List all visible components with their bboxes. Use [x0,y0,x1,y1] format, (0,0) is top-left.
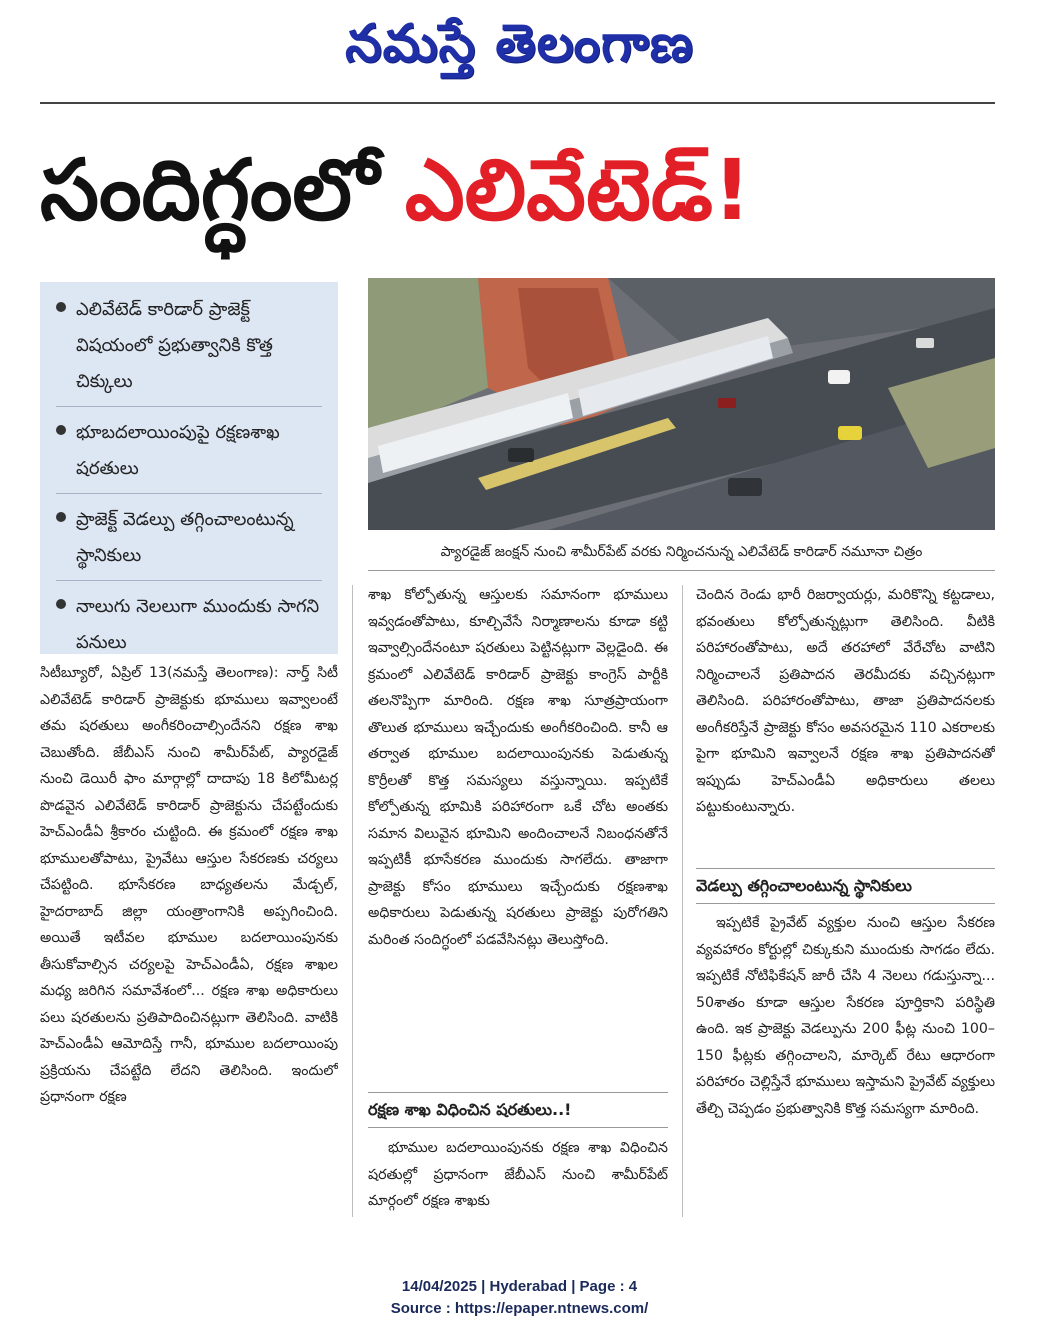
highlight-text: భూబదలాయింపుపై రక్షణశాఖ షరతులు [76,422,280,479]
article-paragraph: భూముల బదలాయింపునకు రక్షణ శాఖ విధించిన షరతుల్లో ప్రధానంగా జేబీఎస్‌ నుంచి శామీర్‌పేట్‌ మార్గంలో రక్షణ శాఖకు [368,1140,668,1209]
highlight-text: ప్రాజెక్ట్‌ వెడల్పు తగ్గించాలంటున్న స్థానికులు [76,509,294,566]
column-divider [352,585,353,1217]
elevated-corridor-photo [368,278,995,530]
column-divider [682,585,683,1217]
bullet-dot-icon [56,512,66,522]
subheading-defence-conditions: రక్షణ శాఖ విధించిన షరతులు..! [368,1092,668,1128]
bullet-dot-icon [56,302,66,312]
masthead-logo: నమస్తే తెలంగాణ [345,14,694,74]
article-paragraph: శాఖ కోల్పోతున్న ఆస్తులకు సమానంగా భూములు ఇవ్వడంతోపాటు, కూల్చివేసే నిర్మాణాలను కూడా కట్టి ఇవ్వాల్సిందేనంటూ షరతులు పెట్టినట్లుగా వెల్లడైంది. ఈ క్రమంలో ఎలివేటెడ్‌ కారిడార్‌ ప్రాజెక్టు కాంగ్రెస్‌ పార్టీకి తలనొప్పిగా మారింది. రక్షణ శాఖ సూత్రప్రాయంగా తొలుత భూములు ఇచ్చేందుకు అంగీకరించింది. కానీ ఆ తర్వాత భూముల బదలాయింపునకు పెడుతున్న కొర్రీలతో కొత్త సమస్యలు వస్తున్నాయి. ఇప్పటికే కోల్పోతున్న భూమికి పరిహారంగా ఒకే చోట అంతకు సమాన విలువైన భూమిని అందించాలనే నిబంధనతోనే ఇప్పటికీ భూసేకరణ ముందుకు సాగలేదు. తాజాగా ప్రాజెక్టు కోసం భూములు ఇచ్చేందుకు రక్షణశాఖ అధికారులు పెడుతున్న షరతులు ప్రాజెక్టు పురోగతిని మరింత సందిగ్ధంలో పడవేసినట్లు తెలుస్తోంది. [368,587,668,948]
corridor-illustration [368,278,995,530]
headline [40,120,995,260]
article-paragraph: చెందిన రెండు భారీ రిజర్వాయర్లు, మరికొన్ని కట్టడాలు, భవంతులు కోల్పోతున్నట్లుగా తెలిసింది. వీటికి పరిహారంతోపాటు, అదే తరహాలో వేరేచోట వాటిని నిర్మించాలనే ప్రతిపాదన తెరమీదకు వచ్చినట్లుగా తెలిసింది. పరిహారంతోపాటు, తాజా ప్రతిపాదనలకు అంగీకరిస్తేనే ప్రాజెక్టు కోసం అవసరమైన 110 ఎకరాలకు పైగా భూమిని ఇవ్వాలనే రక్షణ శాఖ ప్రతిపాదనతో ఇప్పుడు హెచ్‌ఎండీఏ అధికారులు తలలు పట్టుకుంటున్నారు. [696,587,995,815]
highlights-box [40,282,338,654]
article-paragraph: సిటీబ్యూరో, ఏప్రిల్‌ 13(నమస్తే తెలంగాణ): నార్త్‌ సిటీ ఎలివేటెడ్‌ కారిడార్‌ ప్రాజెక్టుకు భూములు ఇవ్వాలంటే తమ షరతులు అంగీకరించాల్సిందేనని రక్షణ శాఖ చెబుతోంది. జేబీఎస్‌ నుంచి శామీర్‌పేట్‌, ప్యారడైజ్‌ నుంచి డెయిరీ ఫాం మార్గాల్లో దాదాపు 18 కిలోమీటర్ల పొడవైన ఎలివేటెడ్‌ కారిడార్‌ ప్రాజెక్టును చేపట్టేందుకు హెచ్‌ఎండీఏ శ్రీకారం చుట్టింది. ఈ క్రమంలో రక్షణ శాఖ భూములతోపాటు, ప్రైవేటు ఆస్తుల సేకరణకు చర్యలు చేపట్టింది. భూసేకరణ బాధ్యతలను మేడ్చల్‌, హైదరాబాద్‌ జిల్లా యంత్రాంగానికి అప్పగించింది. అయితే ఇటీవల భూముల బదలాయింపునకు తీసుకోవాల్సిన చర్యలపై హెచ్‌ఎండీఏ, రక్షణ శాఖల మధ్య జరిగిన సమావేశంలో... రక్షణ శాఖ అధికారులు పలు షరతులను ప్రతిపాదించినట్లుగా తెలిసింది. వాటికి హెచ్‌ఎండీఏ ఆమోదిస్తే గానీ, భూముల బదలాయింపు ప్రక్రియను చేపట్టేది లేదని తెలిసింది. ఇందులో ప్రధానంగా రక్షణ [40,665,338,1105]
highlight-text: నాలుగు నెలలుగా ముందుకు సాగని పనులు [76,596,320,653]
article-column-2-continued [368,1135,668,1219]
photo-caption: ప్యారడైజ్‌ జంక్షన్‌ నుంచి శామీర్‌పేట్‌ వరకు నిర్మించనున్న ఎలివేటెడ్‌ కారిడార్‌ నమూనా చిత్రం [368,534,995,571]
footer-date-page: 14/04/2025 | Hyderabad | Page : 4 [401,1278,638,1295]
highlight-item [56,415,322,494]
headline-part-1: సందిగ్ధంలో [40,141,379,239]
highlight-item [56,589,322,667]
article-column-3-continued [696,910,995,1220]
bullet-dot-icon [56,425,66,435]
footer-source: Source : https://epaper.ntnews.com/ [390,1300,649,1317]
bullet-dot-icon [56,599,66,609]
article-paragraph: ఇప్పటికే ప్రైవేట్‌ వ్యక్తుల నుంచి ఆస్తుల సేకరణ వ్యవహారం కోర్టుల్లో చిక్కుకుని ముందుకు సాగడం లేదు. ఇప్పటికే నోటిఫికేషన్‌ జారీ చేసి 4 నెలలు గడుస్తున్నా... 50శాతం కూడా ఆస్తుల సేకరణ పూర్తికాని పరిస్థితి ఉంది. ఇక ప్రాజెక్టు వెడల్పును 200 ఫీట్ల నుంచి 100–150 ఫీట్లకు తగ్గించాలని, మార్కెట్‌ రేటు ఆధారంగా పరిహారం చెల్లిస్తేనే భూములు ఇస్తామని ప్రైవేట్‌ వ్యక్తులు తేల్చి చెప్పడం ప్రభుత్వానికి కొత్త సమస్యగా మారింది. [696,915,995,1117]
subheading-locals-demand: వెడల్పు తగ్గించాలంటున్న స్థానికులు [696,868,995,904]
headline-part-2: ఎలివేటెడ్‌! [404,141,752,239]
highlight-item [56,292,322,407]
article-column-1 [40,660,338,1220]
article-column-2 [368,582,668,1090]
highlight-text: ఎలివేటెడ్‌ కారిడార్‌ ప్రాజెక్ట్‌ విషయంలో ప్రభుత్వానికి కొత్త చిక్కులు [76,299,273,392]
article-column-3 [696,582,995,864]
highlight-item [56,502,322,581]
masthead-divider [40,102,995,104]
